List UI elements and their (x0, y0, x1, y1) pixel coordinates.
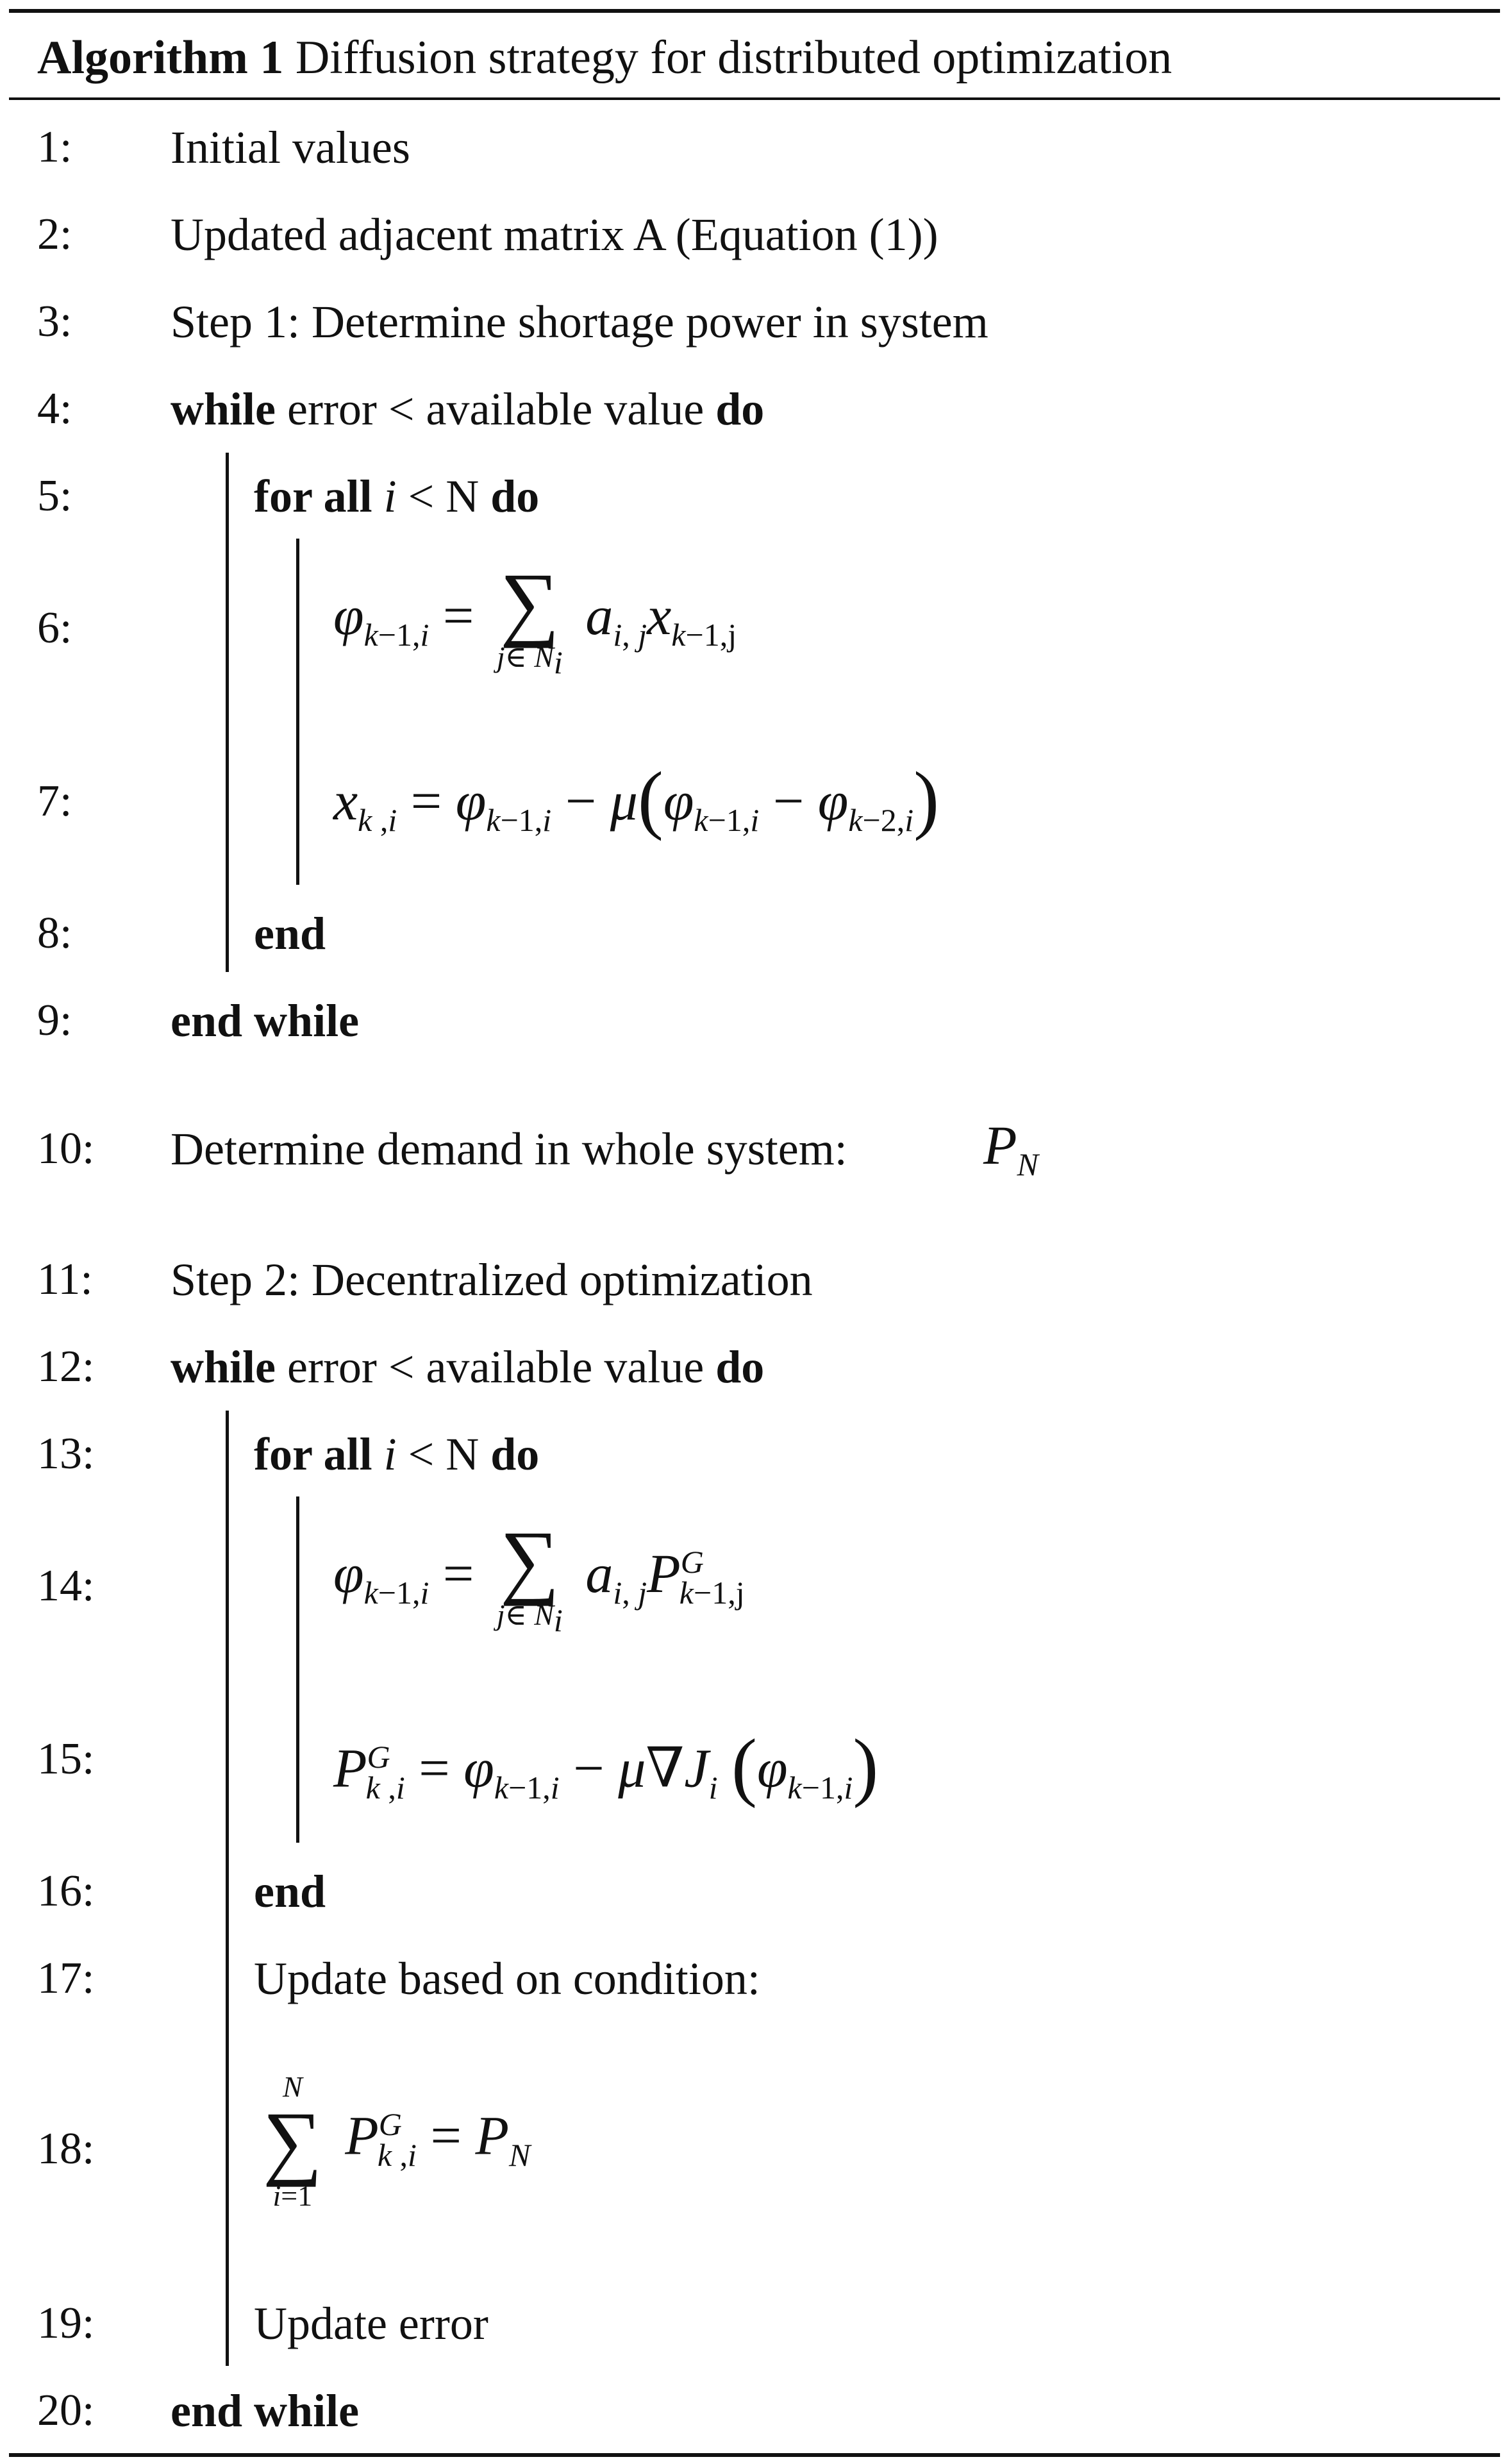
line-number: 12: (37, 1342, 95, 1391)
end-while-statement (171, 995, 359, 1046)
line-text (171, 1123, 847, 1175)
keyword: end (254, 1866, 326, 1917)
equation-line-7: $x_{k ,i} = \varphi_{k-1,i} - \mu(\varphi_{k-1,i} - \varphi_{k-2,i})$ (333, 756, 940, 841)
keyword: for all (254, 471, 372, 522)
algorithm-caption (37, 29, 1172, 87)
bottom-rule (9, 2453, 1500, 2457)
line-text: Step 2: Decentralized optimization (171, 1254, 813, 1305)
line-number: 15: (37, 1734, 95, 1784)
equation-pn: $P_N$ (983, 1114, 1038, 1183)
for-statement (254, 471, 539, 522)
line-number: 11: (37, 1255, 93, 1304)
keyword: end while (171, 2385, 360, 2436)
line-number: 17: (37, 1954, 95, 2003)
line-number: 13: (37, 1429, 95, 1479)
line-number: 14: (37, 1561, 95, 1611)
line-number: 18: (37, 2124, 95, 2174)
keyword: do (490, 471, 540, 522)
statement-text: Determine demand in whole system: (171, 1123, 847, 1175)
line-text: Step 1: Determine shortage power in system (171, 296, 988, 348)
equation-line-15: $P^G_{k ,i} = \varphi_{k-1,i} - \mu\nabla J_i$ $(\varphi_{k-1,i})$ (333, 1723, 879, 1809)
while-statement (171, 383, 764, 435)
keyword: for all (254, 1429, 372, 1480)
line-text: Initial values (171, 122, 410, 173)
condition: error < available value (287, 1341, 704, 1393)
algorithm-label: Algorithm 1 (37, 31, 284, 84)
line-number: 9: (37, 996, 72, 1045)
line-number: 6: (37, 603, 72, 653)
keyword: while (171, 1341, 276, 1393)
equation-line-6: $\varphi_{k-1,i}$ = ∑ j∈ $N_i$ $a_{i, j}x_{k-1,j}$ (333, 557, 737, 681)
sum-operator: ∑ j∈ $N_i$ (496, 557, 563, 681)
end-statement (254, 1866, 326, 1917)
loop-variable: i (383, 1429, 397, 1480)
block-bar-for-2 (296, 1496, 299, 1843)
keyword: do (715, 1341, 765, 1393)
header-rule (9, 97, 1500, 100)
block-bar-for-1 (296, 539, 299, 885)
keyword: do (490, 1429, 540, 1480)
for-statement (254, 1429, 539, 1480)
condition: error < available value (287, 383, 704, 435)
line-text: Updated adjacent matrix A (Equation (1)) (171, 209, 938, 260)
keyword: do (715, 383, 765, 435)
equation-line-18: N ∑ i=1 $P^G_{k ,i} = P_N$ (263, 2070, 531, 2212)
equation-line-14: $\varphi_{k-1,i}$ = ∑ j∈ $N_i$ $a_{i, j}P^G_{k-1,j}$ (333, 1514, 745, 1639)
block-bar-while-2 (226, 1411, 229, 2366)
while-statement (171, 1341, 764, 1393)
top-rule (9, 9, 1500, 13)
line-number: 8: (37, 909, 72, 958)
loop-bound: < N (408, 471, 479, 522)
line-number: 4: (37, 384, 72, 433)
sum-operator: ∑ j∈ $N_i$ (496, 1514, 563, 1639)
line-number: 1: (37, 122, 72, 172)
line-number: 19: (37, 2299, 95, 2348)
algorithm-title: Diffusion strategy for distributed optimization (295, 31, 1172, 84)
end-while-statement (171, 2385, 359, 2436)
keyword: end (254, 908, 326, 959)
end-statement (254, 908, 326, 959)
loop-bound: < N (408, 1429, 479, 1480)
block-bar-while-1 (226, 453, 229, 972)
line-number: 7: (37, 776, 72, 826)
line-number: 3: (37, 297, 72, 346)
line-number: 5: (37, 471, 72, 521)
keyword: end while (171, 995, 360, 1046)
loop-variable: i (383, 471, 397, 522)
keyword: while (171, 383, 276, 435)
line-number: 16: (37, 1866, 95, 1916)
sum-operator: N ∑ i=1 (263, 2070, 322, 2212)
line-text: Update error (254, 2298, 488, 2349)
line-number: 2: (37, 210, 72, 259)
math-index: k (363, 617, 378, 653)
line-number: 10: (37, 1124, 95, 1173)
line-text: Update based on condition: (254, 1953, 760, 2004)
line-number: 20: (37, 2386, 95, 2435)
